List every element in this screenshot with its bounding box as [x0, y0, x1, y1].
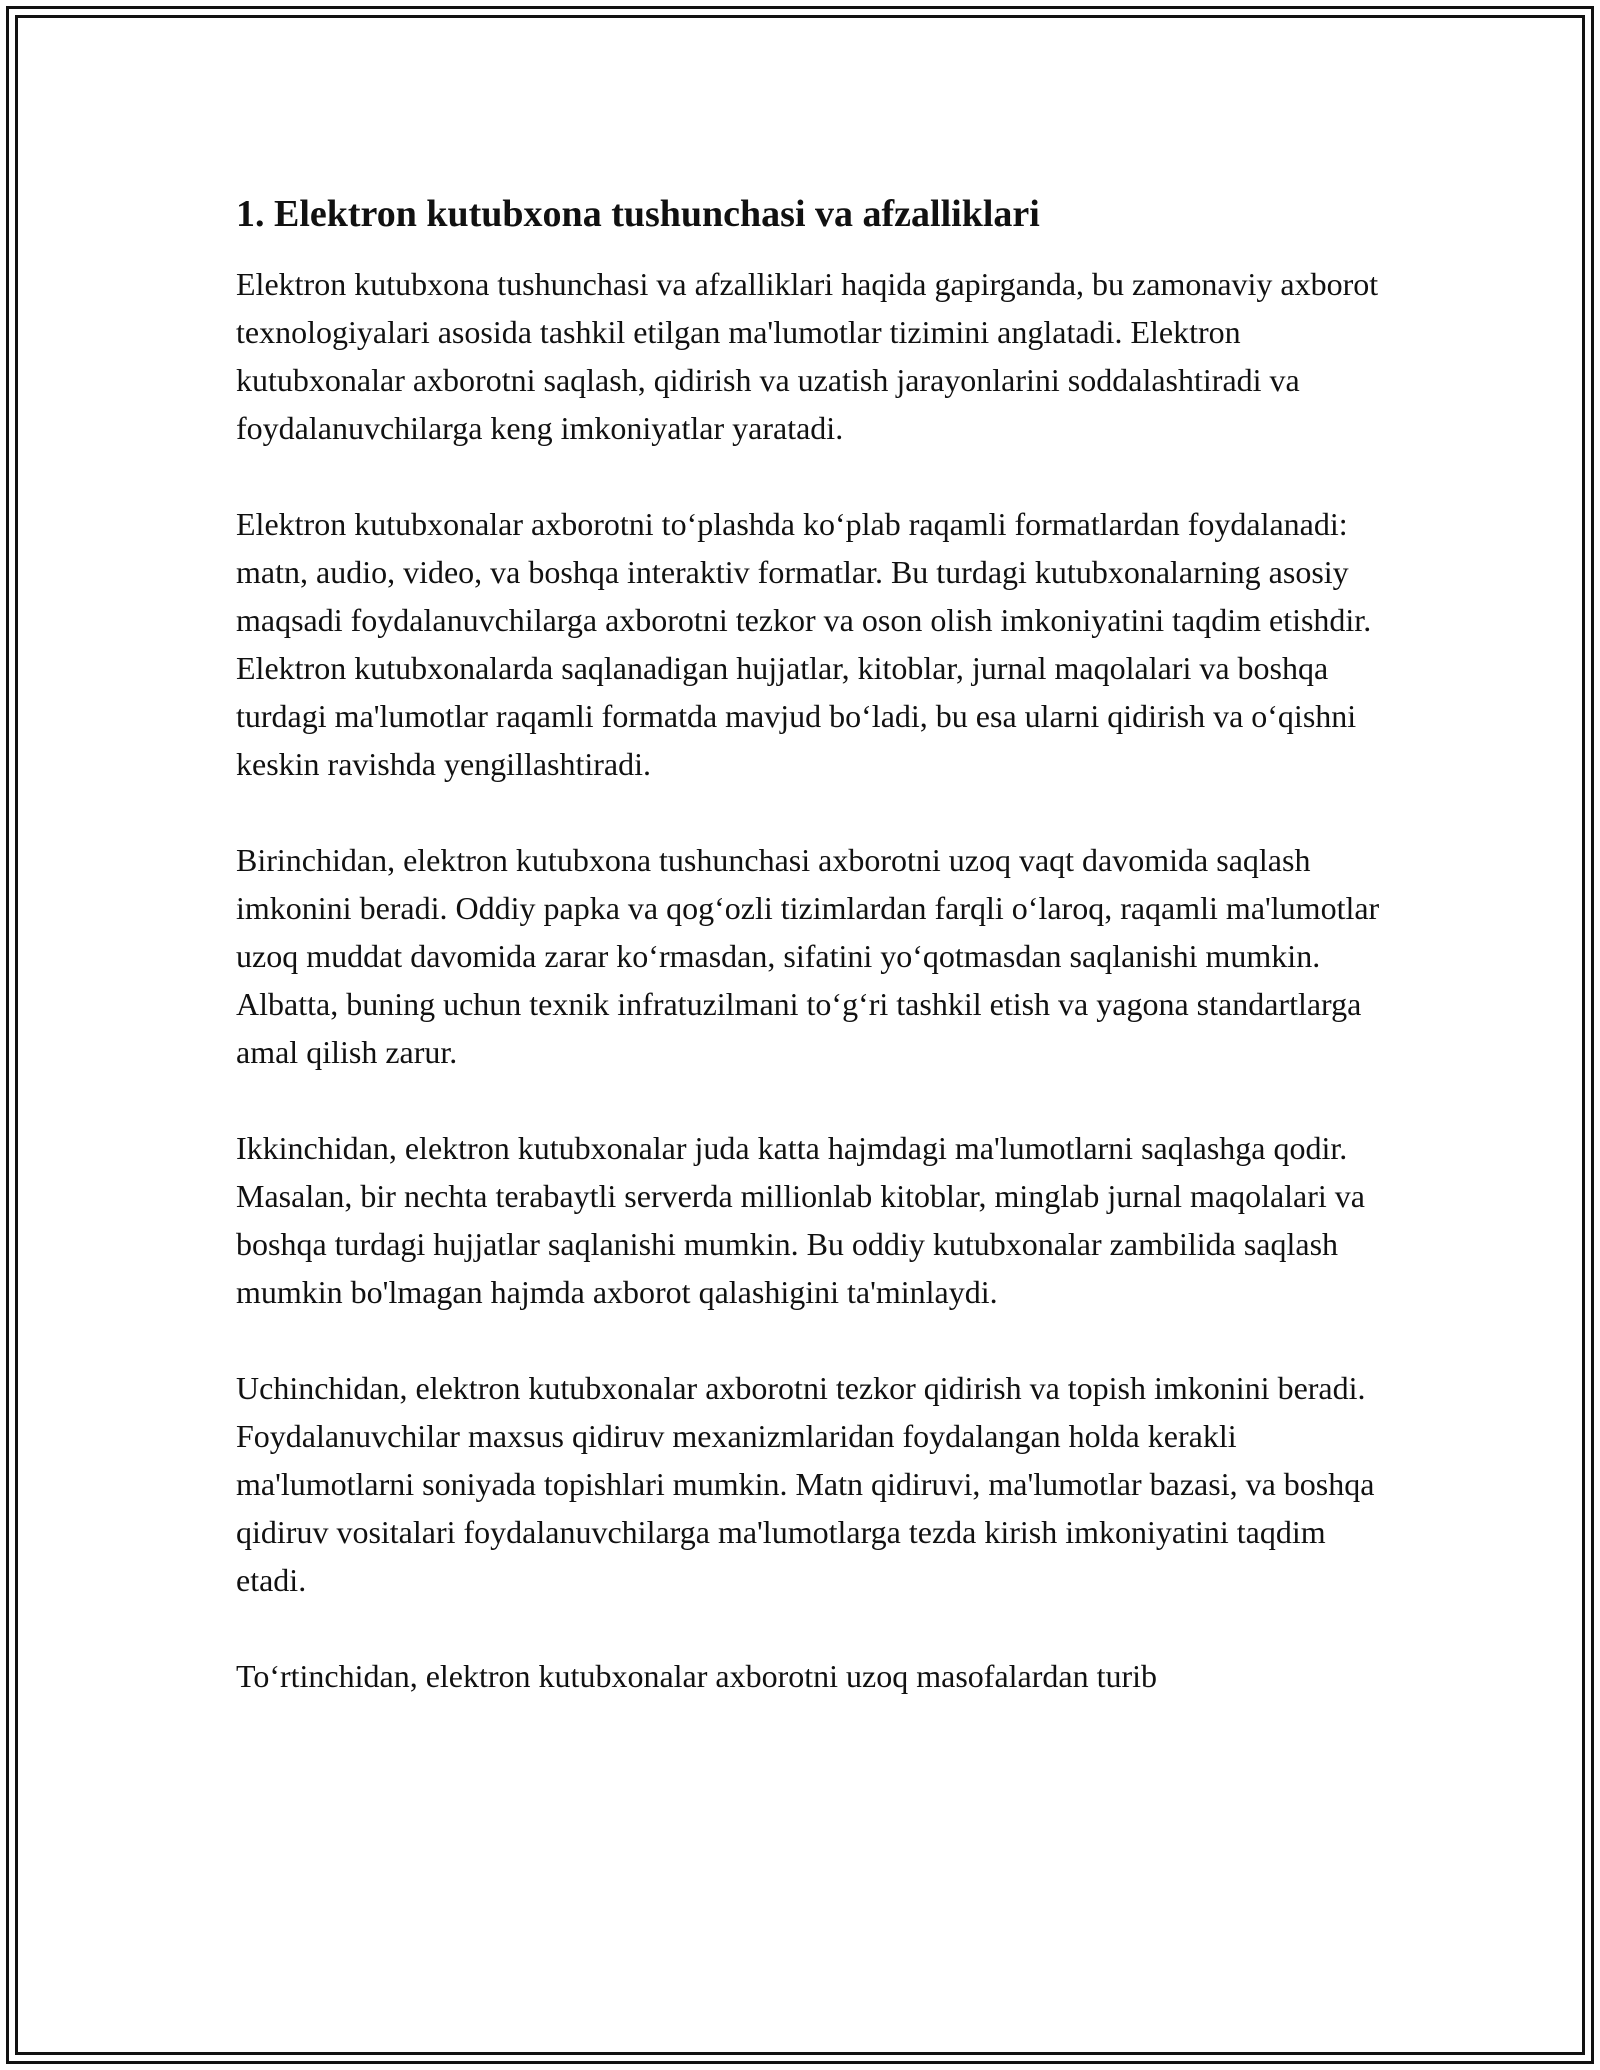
- paragraph-formats: Elektron kutubxonalar axborotni to‘plashda ko‘plab raqamli formatlardan foydalanadi: matn, audio, video, va boshqa interaktiv formatlar. Bu turdagi kutubxonalarning asosiy maqsadi foydalanuvchilarga axborotni tezkor va oson olish imkoniyatini taqdim etishdir. Elektron kutubxonalarda saqlanadigan hujjatlar, kitoblar, jurnal maqolalari va boshqa turdagi ma'lumotlar raqamli formatda mavjud bo‘ladi, bu esa ularni qidirish va o‘qishni keskin ravishda yengillashtiradi.: [236, 506, 1372, 782]
- paragraph-intro: Elektron kutubxona tushunchasi va afzalliklari haqida gapirganda, bu zamonaviy axborot texnologiyalari asosida tashkil etilgan ma'lumotlar tizimini anglatadi. Elektron kutubxonalar axborotni saqlash, qidirish va uzatish jarayonlarini soddalashtiradi va foydalanuvchilarga keng imkoniyatlar yaratadi.: [236, 266, 1379, 446]
- paragraph-second-advantage: Ikkinchidan, elektron kutubxonalar juda katta hajmdagi ma'lumotlarni saqlashga qodir. Masalan, bir nechta terabaytli serverda millionlab kitoblar, minglab jurnal maqolalari va boshqa turdagi hujjatlar saqlanishi mumkin. Bu oddiy kutubxonalar zambilida saqlash mumkin bo'lmagan hajmda axborot qalashigini ta'minlaydi.: [236, 1130, 1365, 1310]
- paragraph-first-advantage: Birinchidan, elektron kutubxona tushunchasi axborotni uzoq vaqt davomida saqlash imkonini beradi. Oddiy papka va qog‘ozli tizimlardan farqli o‘laroq, raqamli ma'lumotlar uzoq muddat davomida zarar ko‘rmasdan, sifatini yo‘qotmasdan saqlanishi mumkin. Albatta, buning uchun texnik infratuzilmani to‘g‘ri tashkil etish va yagona standartlarga amal qilish zarur.: [236, 842, 1380, 1070]
- section-heading: 1. Elektron kutubxona tushunchasi va afzalliklari: [236, 193, 1040, 235]
- paragraph-third-advantage: Uchinchidan, elektron kutubxonalar axborotni tezkor qidirish va topish imkonini beradi. Foydalanuvchilar maxsus qidiruv mexanizmlaridan foydalangan holda kerakli ma'lumotlarni soniyada topishlari mumkin. Matn qidiruvi, ma'lumotlar bazasi, va boshqa qidiruv vositalari foydalanuvchilarga ma'lumotlarga tezda kirish imkoniyatini taqdim etadi.: [236, 1370, 1375, 1598]
- paragraph-fourth-advantage: To‘rtinchidan, elektron kutubxonalar axborotni uzoq masofalardan turib: [236, 1658, 1158, 1694]
- document-body: [236, 190, 1386, 1748]
